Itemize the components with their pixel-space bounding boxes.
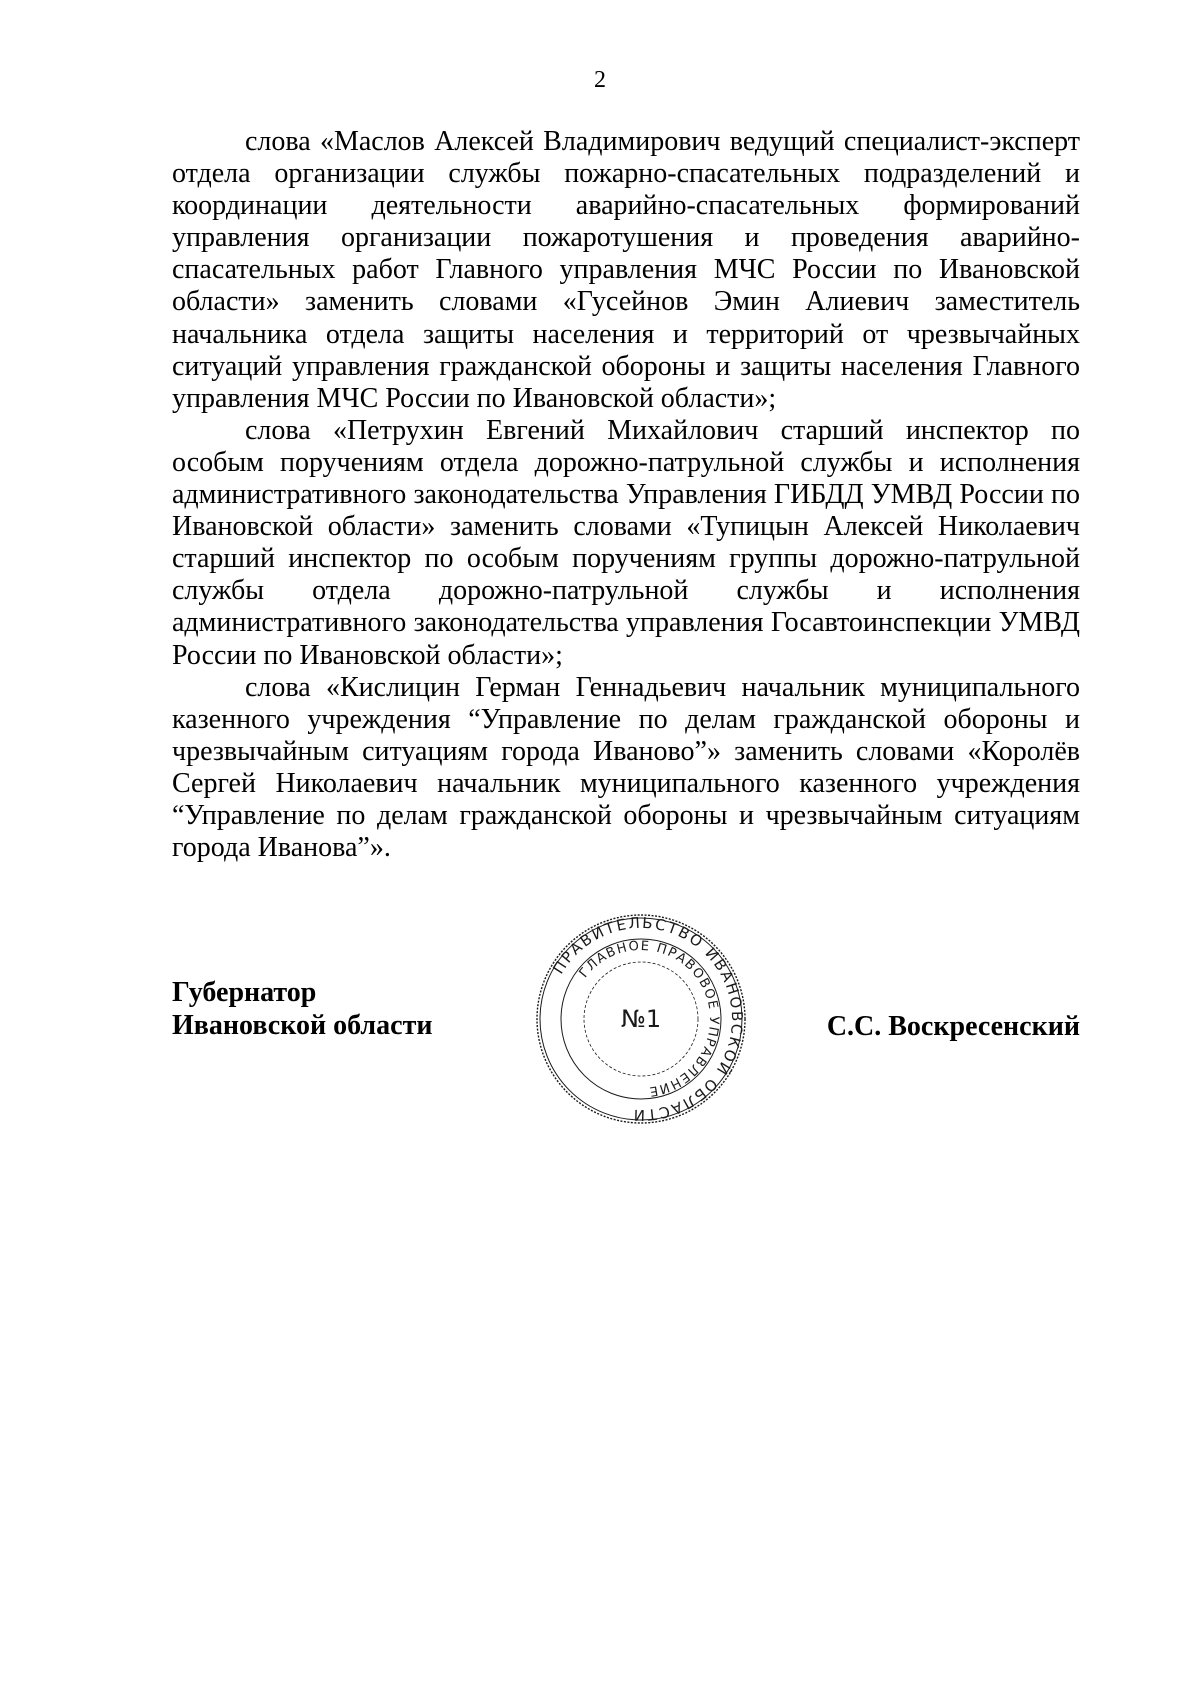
signer-position-line1: Губернатор — [172, 977, 317, 1008]
seal-stamp-graphic — [531, 909, 751, 1129]
seal-number: №1 — [620, 1005, 662, 1033]
paragraph-amendment-1: слова «Маслов Алексей Владимирович ведущий специалист-эксперт отдела организации службы пожарно-спасательных подразделений и координации деятельности аварийно-спасательных формирований управления организации пожаротушения и проведения аварийно-спасательных работ Главного управления МЧС России по Ивановской области» заменить словами «Гусейнов Эмин Алиевич заместитель начальника отдела защиты населения и территорий от чрезвычайных ситуаций управления гражданской обороны и защиты населения Главного управления МЧС России по Ивановской области»; — [172, 126, 1080, 414]
seal-outer-text: ПРАВИТЕЛЬСТВО ИВАНОВСКОЙ ОБЛАСТИ — [549, 913, 747, 1125]
signer-position — [172, 976, 432, 1042]
paragraph-amendment-3: слова «Кислицин Герман Геннадьевич начальник муниципального казенного учреждения “Управление по делам гражданской обороны и чрезвычайным ситуациям города Иваново”» заменить словами «Королёв Сергей Николаевич начальник муниципального казенного учреждения “Управление по делам гражданской обороны и чрезвычайным ситуациям города Иванова”». — [172, 671, 1080, 864]
signer-position-line2: Ивановской области — [172, 1010, 433, 1041]
official-seal — [531, 909, 751, 1129]
document-body — [172, 126, 1080, 864]
signer-name: С.С. Воскресенский — [826, 1011, 1080, 1042]
page-number: 2 — [594, 67, 606, 93]
seal-inner-text: ГЛАВНОЕ ПРАВОВОЕ УПРАВЛЕНИЕ — [576, 938, 722, 1099]
paragraph-amendment-2: слова «Петрухин Евгений Михайлович старший инспектор по особым поручениям отдела дорожно-патрульной службы и исполнения административного законодательства Управления ГИБДД УМВД России по Ивановской области» заменить словами «Тупицын Алексей Николаевич старший инспектор по особым поручениям группы дорожно-патрульной службы отдела дорожно-патрульной службы и исполнения административного законодательства управления Госавтоинспекции УМВД России по Ивановской области»; — [172, 414, 1080, 671]
